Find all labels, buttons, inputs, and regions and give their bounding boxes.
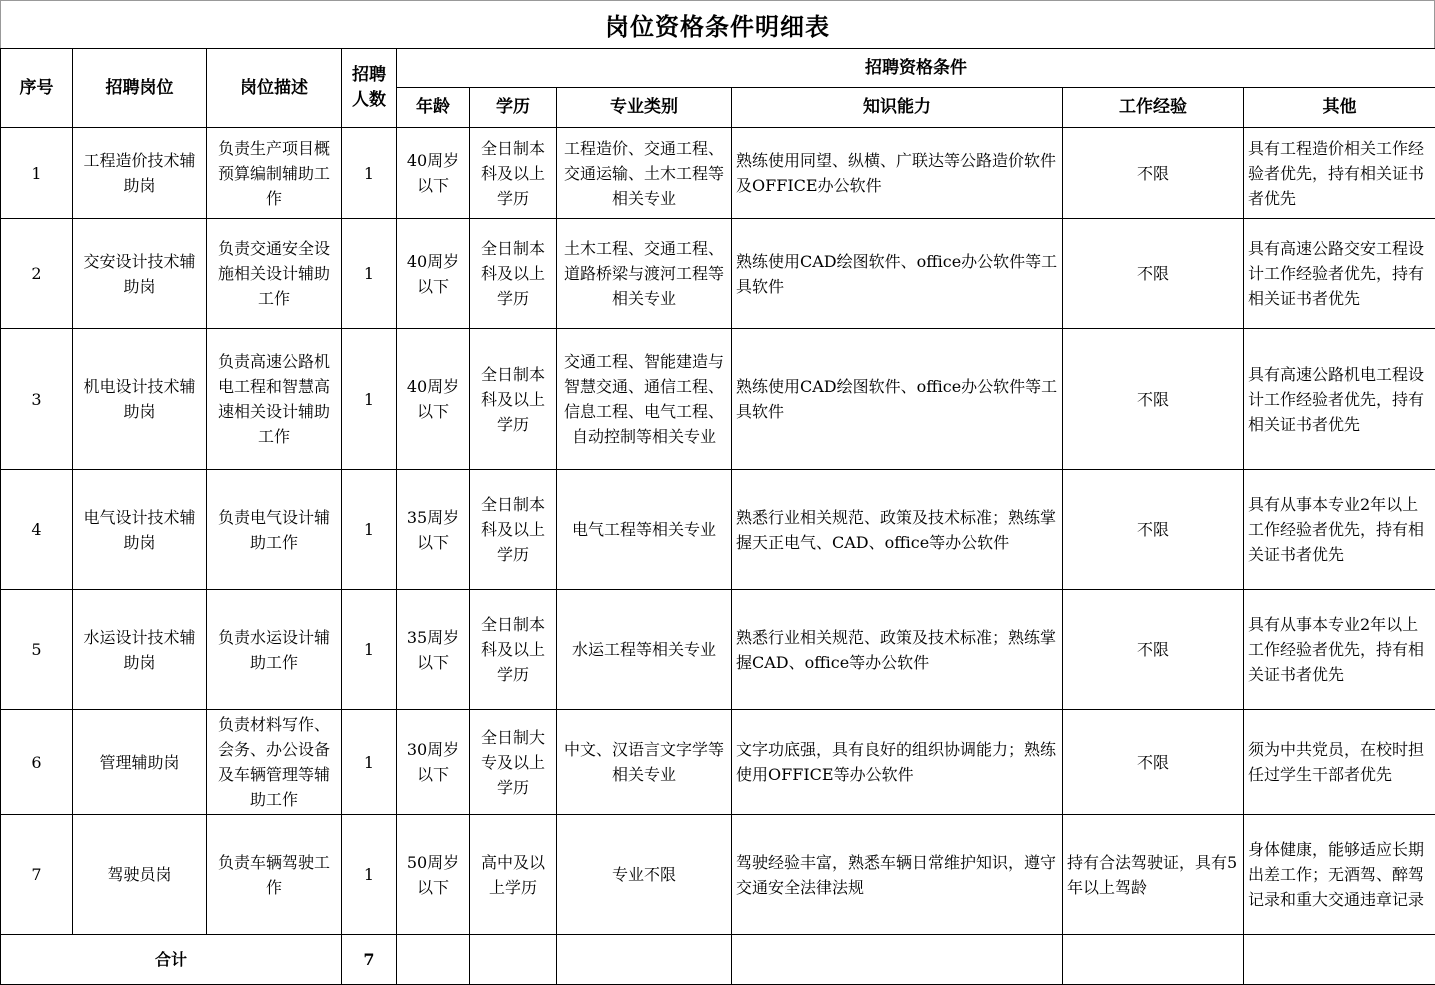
cell-description: 负责水运设计辅助工作 — [207, 590, 342, 710]
cell-major: 土木工程、交通工程、道路桥梁与渡河工程等相关专业 — [557, 219, 732, 329]
cell-other: 身体健康，能够适应长期出差工作；无酒驾、醉驾记录和重大交通违章记录 — [1244, 815, 1435, 935]
cell-major: 水运工程等相关专业 — [557, 590, 732, 710]
cell-count: 1 — [342, 128, 397, 219]
cell-major: 电气工程等相关专业 — [557, 470, 732, 590]
header-row-1 — [1, 49, 1435, 88]
cell-seq: 4 — [1, 470, 73, 590]
cell-other: 具有高速公路机电工程设计工作经验者优先，持有相关证书者优先 — [1244, 329, 1435, 470]
header-description: 岗位描述 — [207, 49, 342, 128]
table-row — [1, 470, 1435, 590]
table-row — [1, 590, 1435, 710]
header-experience: 工作经验 — [1063, 88, 1244, 128]
cell-seq: 3 — [1, 329, 73, 470]
cell-count: 1 — [342, 219, 397, 329]
cell-major: 交通工程、智能建造与智慧交通、通信工程、信息工程、电气工程、自动控制等相关专业 — [557, 329, 732, 470]
cell-description: 负责高速公路机电工程和智慧高速相关设计辅助工作 — [207, 329, 342, 470]
cell-age: 35周岁以下 — [397, 590, 470, 710]
cell-count: 1 — [342, 329, 397, 470]
cell-skills: 熟悉行业相关规范、政策及技术标准；熟练掌握CAD、office等办公软件 — [732, 590, 1063, 710]
header-major: 专业类别 — [557, 88, 732, 128]
cell-experience: 不限 — [1063, 329, 1244, 470]
cell-experience: 不限 — [1063, 219, 1244, 329]
cell-other: 须为中共党员，在校时担任过学生干部者优先 — [1244, 710, 1435, 815]
cell-age: 35周岁以下 — [397, 470, 470, 590]
cell-education: 高中及以上学历 — [470, 815, 557, 935]
cell-seq: 6 — [1, 710, 73, 815]
cell-education: 全日制本科及以上学历 — [470, 470, 557, 590]
cell-count: 1 — [342, 815, 397, 935]
cell-education: 全日制本科及以上学历 — [470, 219, 557, 329]
cell-seq: 5 — [1, 590, 73, 710]
cell-seq: 2 — [1, 219, 73, 329]
cell-other: 具有高速公路交安工程设计工作经验者优先，持有相关证书者优先 — [1244, 219, 1435, 329]
cell-experience: 不限 — [1063, 470, 1244, 590]
cell-position: 工程造价技术辅助岗 — [73, 128, 207, 219]
cell-skills: 熟悉行业相关规范、政策及技术标准；熟练掌握天正电气、CAD、office等办公软件 — [732, 470, 1063, 590]
cell-description: 负责材料写作、会务、办公设备及车辆管理等辅助工作 — [207, 710, 342, 815]
cell-seq: 1 — [1, 128, 73, 219]
total-row — [1, 935, 1435, 985]
cell-position: 管理辅助岗 — [73, 710, 207, 815]
cell-description: 负责电气设计辅助工作 — [207, 470, 342, 590]
cell-major: 中文、汉语言文字学等相关专业 — [557, 710, 732, 815]
header-conditions: 招聘资格条件 — [397, 49, 1435, 88]
empty-cell — [397, 935, 470, 985]
table-row — [1, 815, 1435, 935]
header-count: 招聘人数 — [342, 49, 397, 128]
header-seq: 序号 — [1, 49, 73, 128]
total-label: 合计 — [1, 935, 342, 985]
header-age: 年龄 — [397, 88, 470, 128]
cell-age: 50周岁以下 — [397, 815, 470, 935]
cell-age: 40周岁以下 — [397, 329, 470, 470]
table-row — [1, 219, 1435, 329]
total-count: 7 — [342, 935, 397, 985]
table-row — [1, 329, 1435, 470]
cell-description: 负责交通安全设施相关设计辅助工作 — [207, 219, 342, 329]
cell-description: 负责车辆驾驶工作 — [207, 815, 342, 935]
cell-skills: 驾驶经验丰富，熟悉车辆日常维护知识，遵守交通安全法律法规 — [732, 815, 1063, 935]
page-title: 岗位资格条件明细表 — [0, 0, 1435, 48]
empty-cell — [1244, 935, 1435, 985]
cell-other: 具有从事本专业2年以上工作经验者优先，持有相关证书者优先 — [1244, 470, 1435, 590]
cell-major: 专业不限 — [557, 815, 732, 935]
cell-position: 水运设计技术辅助岗 — [73, 590, 207, 710]
header-other: 其他 — [1244, 88, 1435, 128]
empty-cell — [470, 935, 557, 985]
cell-age: 40周岁以下 — [397, 128, 470, 219]
qualification-table — [0, 48, 1435, 985]
header-skills: 知识能力 — [732, 88, 1063, 128]
cell-age: 30周岁以下 — [397, 710, 470, 815]
cell-position: 电气设计技术辅助岗 — [73, 470, 207, 590]
header-position: 招聘岗位 — [73, 49, 207, 128]
cell-education: 全日制本科及以上学历 — [470, 329, 557, 470]
cell-experience: 不限 — [1063, 590, 1244, 710]
cell-other: 具有从事本专业2年以上工作经验者优先，持有相关证书者优先 — [1244, 590, 1435, 710]
cell-experience: 持有合法驾驶证，具有5年以上驾龄 — [1063, 815, 1244, 935]
cell-seq: 7 — [1, 815, 73, 935]
empty-cell — [557, 935, 732, 985]
cell-major: 工程造价、交通工程、交通运输、土木工程等相关专业 — [557, 128, 732, 219]
empty-cell — [1063, 935, 1244, 985]
cell-count: 1 — [342, 710, 397, 815]
cell-age: 40周岁以下 — [397, 219, 470, 329]
table-row — [1, 128, 1435, 219]
cell-skills: 熟练使用同望、纵横、广联达等公路造价软件及OFFICE办公软件 — [732, 128, 1063, 219]
cell-skills: 熟练使用CAD绘图软件、office办公软件等工具软件 — [732, 219, 1063, 329]
cell-skills: 熟练使用CAD绘图软件、office办公软件等工具软件 — [732, 329, 1063, 470]
cell-education: 全日制本科及以上学历 — [470, 128, 557, 219]
cell-count: 1 — [342, 590, 397, 710]
cell-position: 交安设计技术辅助岗 — [73, 219, 207, 329]
cell-experience: 不限 — [1063, 128, 1244, 219]
header-education: 学历 — [470, 88, 557, 128]
cell-position: 驾驶员岗 — [73, 815, 207, 935]
cell-count: 1 — [342, 470, 397, 590]
cell-education: 全日制本科及以上学历 — [470, 590, 557, 710]
empty-cell — [732, 935, 1063, 985]
table-row — [1, 710, 1435, 815]
cell-skills: 文字功底强，具有良好的组织协调能力；熟练使用OFFICE等办公软件 — [732, 710, 1063, 815]
cell-position: 机电设计技术辅助岗 — [73, 329, 207, 470]
cell-education: 全日制大专及以上学历 — [470, 710, 557, 815]
cell-experience: 不限 — [1063, 710, 1244, 815]
cell-description: 负责生产项目概预算编制辅助工作 — [207, 128, 342, 219]
cell-other: 具有工程造价相关工作经验者优先，持有相关证书者优先 — [1244, 128, 1435, 219]
